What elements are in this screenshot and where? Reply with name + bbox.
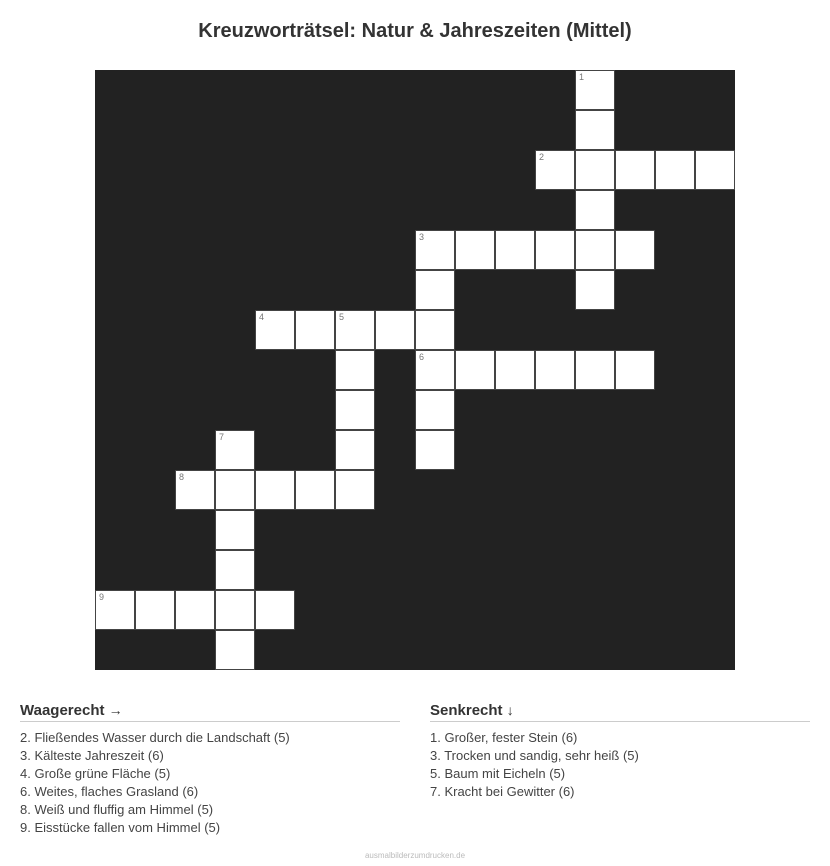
across-clue: 3. Kälteste Jahreszeit (6) <box>20 748 164 763</box>
clue-number: 6 <box>419 352 425 362</box>
crossword-cell[interactable] <box>415 230 455 270</box>
crossword-cell[interactable] <box>335 470 375 510</box>
crossword-cell[interactable] <box>375 310 415 350</box>
clue-number: 3 <box>419 232 425 242</box>
page-title: Kreuzworträtsel: Natur & Jahreszeiten (Mittel) <box>198 20 632 42</box>
crossword-cell[interactable] <box>455 230 495 270</box>
crossword-cell[interactable] <box>575 110 615 150</box>
across-clue: 4. Große grüne Fläche (5) <box>20 766 171 781</box>
crossword-cell[interactable] <box>215 630 255 670</box>
crossword-cell[interactable] <box>575 230 615 270</box>
crossword-cell[interactable] <box>455 350 495 390</box>
clue-number: 5 <box>339 312 345 322</box>
clue-number: 2 <box>539 152 545 162</box>
crossword-cell[interactable] <box>495 350 535 390</box>
crossword-cell[interactable] <box>255 590 295 630</box>
across-clue: 9. Eisstücke fallen vom Himmel (5) <box>20 820 221 835</box>
crossword-cell[interactable] <box>535 150 575 190</box>
crossword-cell[interactable] <box>215 510 255 550</box>
clue-number: 9 <box>99 592 105 602</box>
crossword-cell[interactable] <box>415 270 455 310</box>
across-clue-list <box>20 729 400 837</box>
crossword-cell[interactable] <box>215 470 255 510</box>
crossword-cell[interactable] <box>615 150 655 190</box>
crossword-cell[interactable] <box>535 230 575 270</box>
crossword-grid <box>95 70 735 670</box>
crossword-cell[interactable] <box>415 430 455 470</box>
crossword-cell[interactable] <box>575 350 615 390</box>
down-heading-label: Senkrecht <box>430 702 503 719</box>
crossword-cell[interactable] <box>415 390 455 430</box>
crossword-cell[interactable] <box>575 150 615 190</box>
crossword-cell[interactable] <box>615 350 655 390</box>
crossword-cell[interactable] <box>415 350 455 390</box>
crossword-cell[interactable] <box>215 590 255 630</box>
crossword-cell[interactable] <box>175 590 215 630</box>
crossword-cell[interactable] <box>135 590 175 630</box>
across-clue: 6. Weites, flaches Grasland (6) <box>20 784 199 799</box>
crossword-cell[interactable] <box>255 310 295 350</box>
crossword-cell[interactable] <box>695 150 735 190</box>
down-clue-list <box>430 729 810 801</box>
crossword-cell[interactable] <box>535 350 575 390</box>
clue-number: 8 <box>179 472 185 482</box>
across-clues-section <box>20 702 400 837</box>
crossword-cell[interactable] <box>335 430 375 470</box>
down-clue: 3. Trocken und sandig, sehr heiß (5) <box>430 748 639 763</box>
crossword-cell[interactable] <box>95 590 135 630</box>
across-heading-label: Waagerecht <box>20 702 105 719</box>
crossword-cell[interactable] <box>495 230 535 270</box>
down-clues-section <box>430 702 810 801</box>
crossword-cell[interactable] <box>215 430 255 470</box>
clue-number: 1 <box>579 72 585 82</box>
crossword-cell[interactable] <box>415 310 455 350</box>
down-clue: 5. Baum mit Eicheln (5) <box>430 766 566 781</box>
footer-credit: ausmalbilderzumdrucken.de <box>364 851 466 860</box>
crossword-cell[interactable] <box>335 350 375 390</box>
crossword-cell[interactable] <box>215 550 255 590</box>
crossword-cell[interactable] <box>255 470 295 510</box>
down-clue: 1. Großer, fester Stein (6) <box>430 730 578 745</box>
down-heading <box>430 702 810 722</box>
arrow-right-icon: → <box>108 702 123 718</box>
crossword-cell[interactable] <box>175 470 215 510</box>
crossword-cell[interactable] <box>335 310 375 350</box>
across-clue: 2. Fließendes Wasser durch die Landschaft (5) <box>20 730 290 745</box>
crossword-cell[interactable] <box>575 190 615 230</box>
clue-number: 7 <box>219 432 225 442</box>
crossword-cell[interactable] <box>655 150 695 190</box>
across-clue: 8. Weiß und fluffig am Himmel (5) <box>20 802 214 817</box>
crossword-cell[interactable] <box>335 390 375 430</box>
crossword-cell[interactable] <box>575 70 615 110</box>
clue-number: 4 <box>259 312 265 322</box>
crossword-cell[interactable] <box>615 230 655 270</box>
down-clue: 7. Kracht bei Gewitter (6) <box>430 784 575 799</box>
crossword-cell[interactable] <box>575 270 615 310</box>
crossword-cell[interactable] <box>295 470 335 510</box>
crossword-cell[interactable] <box>295 310 335 350</box>
arrow-down-icon: ↓ <box>506 702 514 718</box>
across-heading <box>20 702 400 722</box>
